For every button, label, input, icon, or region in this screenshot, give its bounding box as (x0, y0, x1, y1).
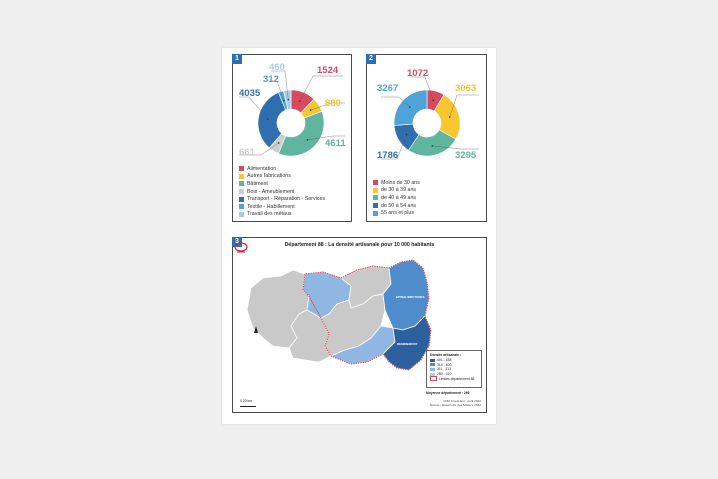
sectors-slice-2 (278, 111, 324, 156)
sectors-value-label-2: 4611 (325, 138, 346, 149)
sectors-legend-item-4 (239, 195, 325, 203)
source-line-2: Source : Répertoire des Métiers 2022 (429, 402, 481, 407)
source-line-1: CMA Grand Est - Avril 2022 (443, 398, 481, 403)
panel-activity-sectors (232, 54, 352, 222)
panel-age-groups (366, 54, 487, 222)
sectors-value-label-4: 4035 (239, 88, 261, 99)
sectors-leader-dot-2 (307, 139, 309, 141)
map-legend-title: Densité artisanale : (430, 353, 462, 357)
ages-legend-swatch-1 (373, 188, 378, 193)
sectors-value-label-3: 661 (239, 147, 255, 158)
sectors-leader-dot-0 (299, 100, 301, 102)
map-legend-label-1: 314 - 400 (437, 362, 452, 367)
sectors-legend-swatch-6 (239, 212, 244, 217)
map-legend-item-4 (430, 376, 478, 381)
sectors-legend-item-2 (239, 180, 325, 188)
map-label-epinal: EPINAL/BRUYERES (396, 295, 425, 299)
map-legend-label-4: Limites département 88 (439, 376, 475, 381)
ages-legend-item-4 (373, 209, 420, 217)
ages-legend-label-1: de 30 à 39 ans (381, 187, 417, 194)
sectors-legend-label-3: Bois - Ameublement (247, 188, 295, 195)
map-legend (426, 350, 482, 388)
sectors-legend-swatch-0 (239, 166, 244, 171)
panel-number-badge: 1 (232, 54, 242, 64)
ages-value-label-0: 1072 (407, 68, 429, 79)
sectors-value-label-1: 880 (325, 98, 341, 109)
panel-number-badge: 3 (232, 237, 242, 247)
map-legend-label-3: 280 - 310 (437, 372, 452, 377)
map-reference-average: Moyenne département : 266 (426, 391, 470, 395)
sectors-leader-dot-3 (278, 142, 280, 144)
panel-number-badge: 2 (366, 54, 376, 64)
ages-leader-dot-3 (406, 134, 408, 136)
map-legend-swatch-0 (430, 359, 435, 362)
sectors-legend-item-5 (239, 203, 325, 211)
ages-leader-dot-1 (449, 116, 451, 118)
ages-legend-label-3: de 50 à 54 ans (381, 202, 417, 209)
sectors-legend-item-6 (239, 211, 325, 219)
sectors-legend-label-5: Textile - Habillement (247, 203, 295, 210)
ages-value-label-1: 3063 (455, 83, 477, 94)
map-legend-swatch-4 (430, 376, 437, 381)
scale-bar (240, 406, 256, 408)
sectors-leader-dot-5 (283, 100, 285, 102)
map-title: Département 88 : La densité artisanale pour 10 000 habitants (284, 242, 435, 248)
sectors-value-label-5: 312 (263, 74, 279, 85)
sectors-legend-label-0: Alimentation (247, 165, 277, 172)
ages-legend-label-4: 55 ans et plus (381, 210, 414, 217)
sectors-legend-swatch-2 (239, 181, 244, 186)
sectors-legend-swatch-1 (239, 174, 244, 179)
ages-value-label-2: 3295 (455, 150, 477, 161)
legend-ages (373, 179, 420, 217)
sectors-legend-swatch-3 (239, 189, 244, 194)
map-legend-swatch-2 (430, 368, 435, 371)
ages-legend-swatch-2 (373, 195, 378, 200)
sectors-legend-item-3 (239, 188, 325, 196)
ages-legend-item-0 (373, 179, 420, 187)
ages-leader-dot-0 (432, 100, 434, 102)
sectors-legend-item-0 (239, 165, 325, 173)
sectors-leader-dot-4 (267, 118, 269, 120)
sectors-value-label-6: 460 (269, 62, 285, 73)
sectors-legend-item-1 (239, 173, 325, 181)
scale-label: 0 20 km (240, 399, 253, 403)
sectors-legend-label-1: Autres fabrications (247, 173, 291, 180)
ages-legend-swatch-4 (373, 211, 378, 216)
ages-legend-swatch-0 (373, 180, 378, 185)
sectors-legend-label-2: Bâtiment (247, 180, 268, 187)
north-arrow-icon (254, 326, 258, 333)
ages-legend-label-0: Moins de 30 ans (381, 179, 420, 186)
ages-legend-label-2: de 40 à 49 ans (381, 194, 417, 201)
map-source (430, 399, 481, 407)
sectors-legend-swatch-5 (239, 204, 244, 209)
ages-legend-item-1 (373, 187, 420, 195)
map-legend-swatch-3 (430, 373, 435, 376)
legend-sectors (239, 165, 325, 218)
panel-density-map (232, 237, 487, 413)
ages-slice-4 (394, 90, 427, 125)
sectors-legend-label-6: Travail des métaux (247, 211, 292, 218)
sectors-legend-swatch-4 (239, 197, 244, 202)
ages-leader-dot-4 (409, 106, 411, 108)
ages-leader-dot-2 (432, 145, 434, 147)
ages-value-label-3: 1786 (377, 150, 399, 161)
document-page (222, 48, 496, 424)
ages-legend-item-2 (373, 194, 420, 202)
sectors-value-label-0: 1524 (317, 65, 339, 76)
ages-legend-swatch-3 (373, 203, 378, 208)
map-legend-label-0: 401 - 438 (437, 358, 452, 363)
ages-legend-item-3 (373, 202, 420, 210)
ages-value-label-4: 3267 (377, 83, 399, 94)
sectors-leader-dot-6 (287, 99, 289, 101)
sectors-legend-label-4: Transport - Réparation - Services (247, 196, 326, 203)
map-legend-swatch-1 (430, 363, 435, 366)
map-label-remiremont: REMIREMONT (397, 342, 418, 346)
sectors-leader-dot-1 (310, 109, 312, 111)
map-legend-label-2: 311 - 313 (437, 367, 452, 372)
